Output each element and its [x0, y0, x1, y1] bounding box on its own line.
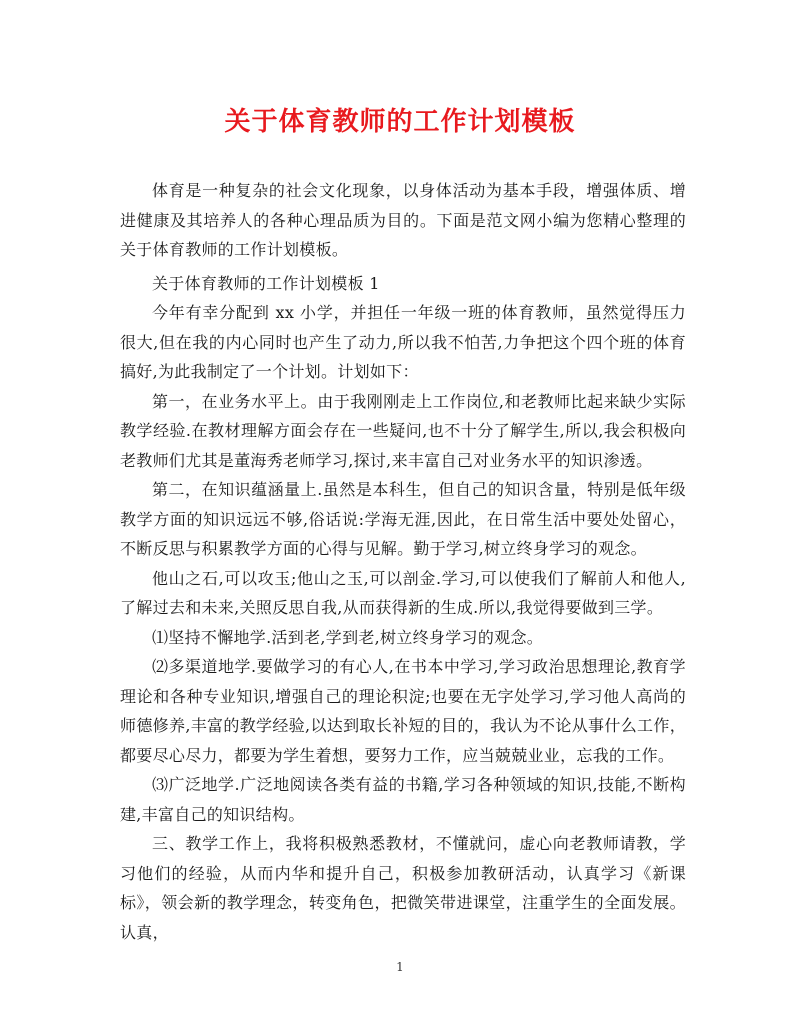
list-item: ⑵多渠道地学.要做学习的有心人,在书本中学习,学习政治思想理论,教育学理论和各种专业知识,增强自己的理论积淀;也要在无字处学习,学习他人高尚的师德修养,丰富的教学经验,以达到取长补短的目的，我认为不论从事什么工作，都要尽心尽力，都要为学生着想，要努力工作，应当兢兢业业，忘我的工作。	[120, 657, 686, 765]
body-paragraph: 他山之石,可以攻玉;他山之玉,可以剖金.学习,可以使我们了解前人和他人,了解过去和未来,关照反思自我,从而获得新的生成.所以,我觉得要做到三学。	[120, 568, 686, 617]
document-body	[120, 176, 686, 947]
section-heading: 关于体育教师的工作计划模板 1	[152, 273, 380, 293]
body-paragraph: 今年有幸分配到 xx 小学，并担任一年级一班的体育教师，虽然觉得压力很大,但在我的内心同时也产生了动力,所以我不怕苦,力争把这个四个班的体育搞好,为此我制定了一个计划。计划如下：	[120, 303, 686, 381]
document-title: 关于体育教师的工作计划模板	[224, 107, 576, 137]
body-paragraph: 三、教学工作上，我将积极熟悉教材，不懂就问，虚心向老教师请教，学习他们的经验，从而内华和提升自己，积极参加教研活动，认真学习《新课标》，领会新的教学理念，转变角色，把微笑带进课堂，注重学生的全面发展。认真，	[120, 834, 686, 942]
body-paragraph: 第一，在业务水平上。由于我刚刚走上工作岗位,和老教师比起来缺少实际教学经验.在教材理解方面会存在一些疑问,也不十分了解学生,所以,我会积极向老教师们尤其是董海秀老师学习,探讨,来丰富自己对业务水平的知识渗透。	[120, 391, 686, 470]
list-item: ⑴坚持不懈地学.活到老,学到老,树立终身学习的观念。	[152, 627, 544, 647]
intro-paragraph: 体育是一种复杂的社会文化现象，以身体活动为基本手段，增强体质、增进健康及其培养人的各种心理品质为目的。下面是范文网小编为您精心整理的关于体育教师的工作计划模板。	[120, 181, 686, 259]
page-number: 1	[396, 960, 404, 974]
list-item: ⑶广泛地学.广泛地阅读各类有益的书籍,学习各种领域的知识,技能,不断构建,丰富自己的知识结构。	[120, 775, 686, 824]
body-paragraph: 第二，在知识蕴涵量上.虽然是本科生，但自己的知识含量，特别是低年级教学方面的知识远远不够,俗话说:学海无涯,因此，在日常生活中要处处留心，不断反思与积累教学方面的心得与见解。勤于学习,树立终身学习的观念。	[120, 480, 686, 558]
